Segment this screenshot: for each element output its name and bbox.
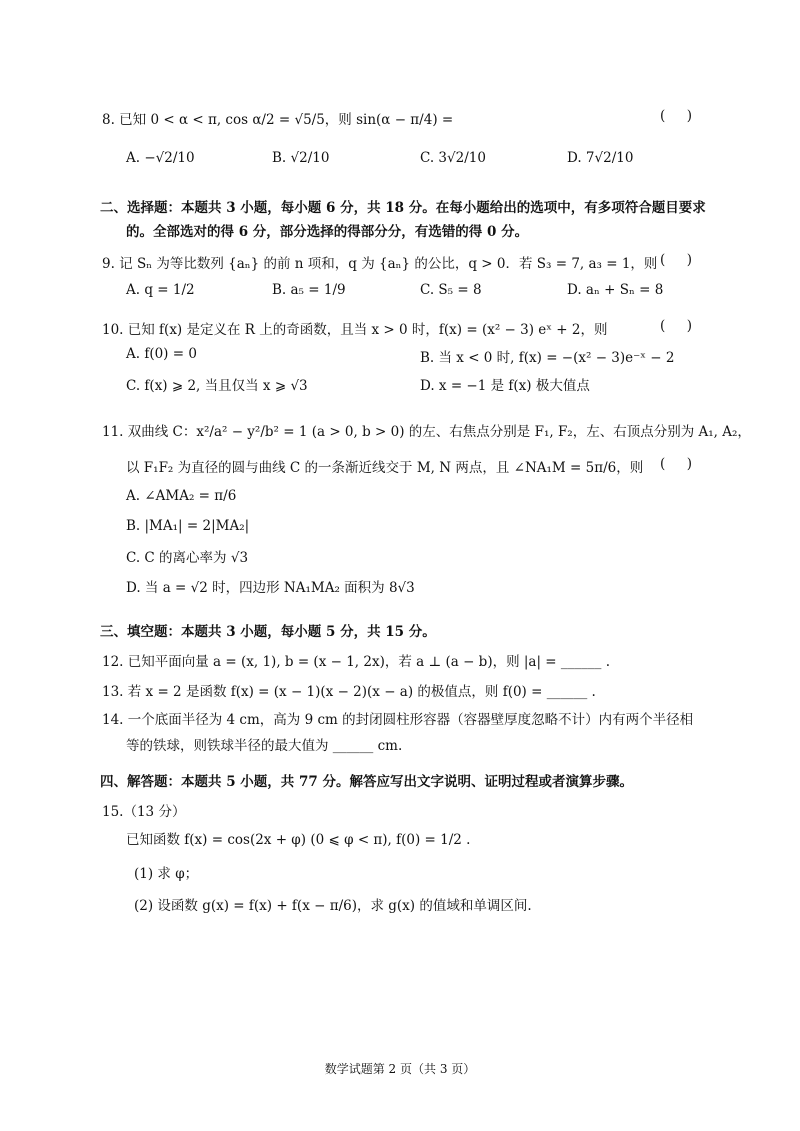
question-10-answer-paren: ( ) xyxy=(660,318,692,334)
question-11-stem-line1: 11. 双曲线 C：x²/a² − y²/b² = 1 (a > 0, b > 0) 的左、右焦点分别是 F₁, F₂，左、右顶点分别为 A₁, A₂， xyxy=(102,424,751,440)
question-15-part-1: (1) 求 φ； xyxy=(134,866,199,882)
question-8-option-a: A. −√2/10 xyxy=(126,150,195,166)
question-8-option-b: B. √2/10 xyxy=(272,150,330,166)
question-10-option-c: C. f(x) ⩾ 2, 当且仅当 x ⩾ √3 xyxy=(126,378,308,394)
question-9-option-d: D. aₙ + Sₙ = 8 xyxy=(567,282,664,298)
question-10-option-a: A. f(0) = 0 xyxy=(126,346,197,362)
question-9-option-c: C. S₅ = 8 xyxy=(420,282,482,298)
page-footer: 数学试题第 2 页（共 3 页） xyxy=(324,1062,476,1076)
question-11-option-a: A. ∠AMA₂ = π/6 xyxy=(126,488,237,504)
section-2-instructions: 的。全部选对的得 6 分，部分选择的得部分分，有选错的得 0 分。 xyxy=(126,224,529,240)
question-9-option-a: A. q = 1/2 xyxy=(126,282,195,298)
question-15-part-2: (2) 设函数 g(x) = f(x) + f(x − π/6)，求 g(x) 的值域和单调区间. xyxy=(134,898,532,914)
section-4-heading: 四、解答题：本题共 5 小题，共 77 分。解答应写出文字说明、证明过程或者演算步骤。 xyxy=(100,774,633,790)
question-9-stem: 9. 记 Sₙ 为等比数列 {aₙ} 的前 n 项和，q 为 {aₙ} 的公比，q > 0．若 S₃ = 7, a₃ = 1，则 xyxy=(102,256,658,272)
question-8-option-d: D. 7√2/10 xyxy=(567,150,634,166)
question-10-option-d: D. x = −1 是 f(x) 极大值点 xyxy=(420,378,590,394)
question-12-stem: 12. 已知平面向量 a = (x, 1), b = (x − 1, 2x)，若 a ⊥ (a − b)，则 |a| = ______ . xyxy=(102,654,610,670)
question-11-option-b: B. |MA₁| = 2|MA₂| xyxy=(126,518,250,534)
question-15-given: 已知函数 f(x) = cos(2x + φ) (0 ⩽ φ < π), f(0) = 1/2 . xyxy=(126,832,471,848)
question-14-stem-line2: 等的铁球，则铁球半径的最大值为 ______ cm. xyxy=(126,738,403,754)
question-8-answer-paren: ( ) xyxy=(660,108,692,124)
question-10-stem: 10. 已知 f(x) 是定义在 R 上的奇函数，且当 x > 0 时，f(x) = (x² − 3) eˣ + 2，则 xyxy=(102,322,608,338)
question-9-answer-paren: ( ) xyxy=(660,252,692,268)
question-11-option-c: C. C 的离心率为 √3 xyxy=(126,550,249,566)
question-8-stem: 8. 已知 0 < α < π, cos α/2 = √5/5，则 sin(α − π/4) = xyxy=(102,112,454,128)
question-9-option-b: B. a₅ = 1/9 xyxy=(272,282,346,298)
section-3-heading: 三、填空题：本题共 3 小题，每小题 5 分，共 15 分。 xyxy=(100,624,436,640)
section-2-heading: 二、选择题：本题共 3 小题，每小题 6 分，共 18 分。在每小题给出的选项中，有多项符合题目要求 xyxy=(100,200,706,216)
question-8-option-c: C. 3√2/10 xyxy=(420,150,486,166)
question-11-option-d: D. 当 a = √2 时，四边形 NA₁MA₂ 面积为 8√3 xyxy=(126,580,415,596)
question-13-stem: 13. 若 x = 2 是函数 f(x) = (x − 1)(x − 2)(x − a) 的极值点，则 f(0) = ______ . xyxy=(102,684,596,700)
question-10-option-b: B. 当 x < 0 时, f(x) = −(x² − 3)e⁻ˣ − 2 xyxy=(420,350,675,366)
question-11-answer-paren: ( ) xyxy=(660,456,692,472)
question-15-heading: 15.（13 分） xyxy=(102,804,186,820)
question-14-stem-line1: 14. 一个底面半径为 4 cm，高为 9 cm 的封闭圆柱形容器（容器壁厚度忽略不计）内有两个半径相 xyxy=(102,712,694,728)
question-11-stem-line2: 以 F₁F₂ 为直径的圆与曲线 C 的一条渐近线交于 M, N 两点，且 ∠NA₁M = 5π/6，则 xyxy=(126,460,644,476)
